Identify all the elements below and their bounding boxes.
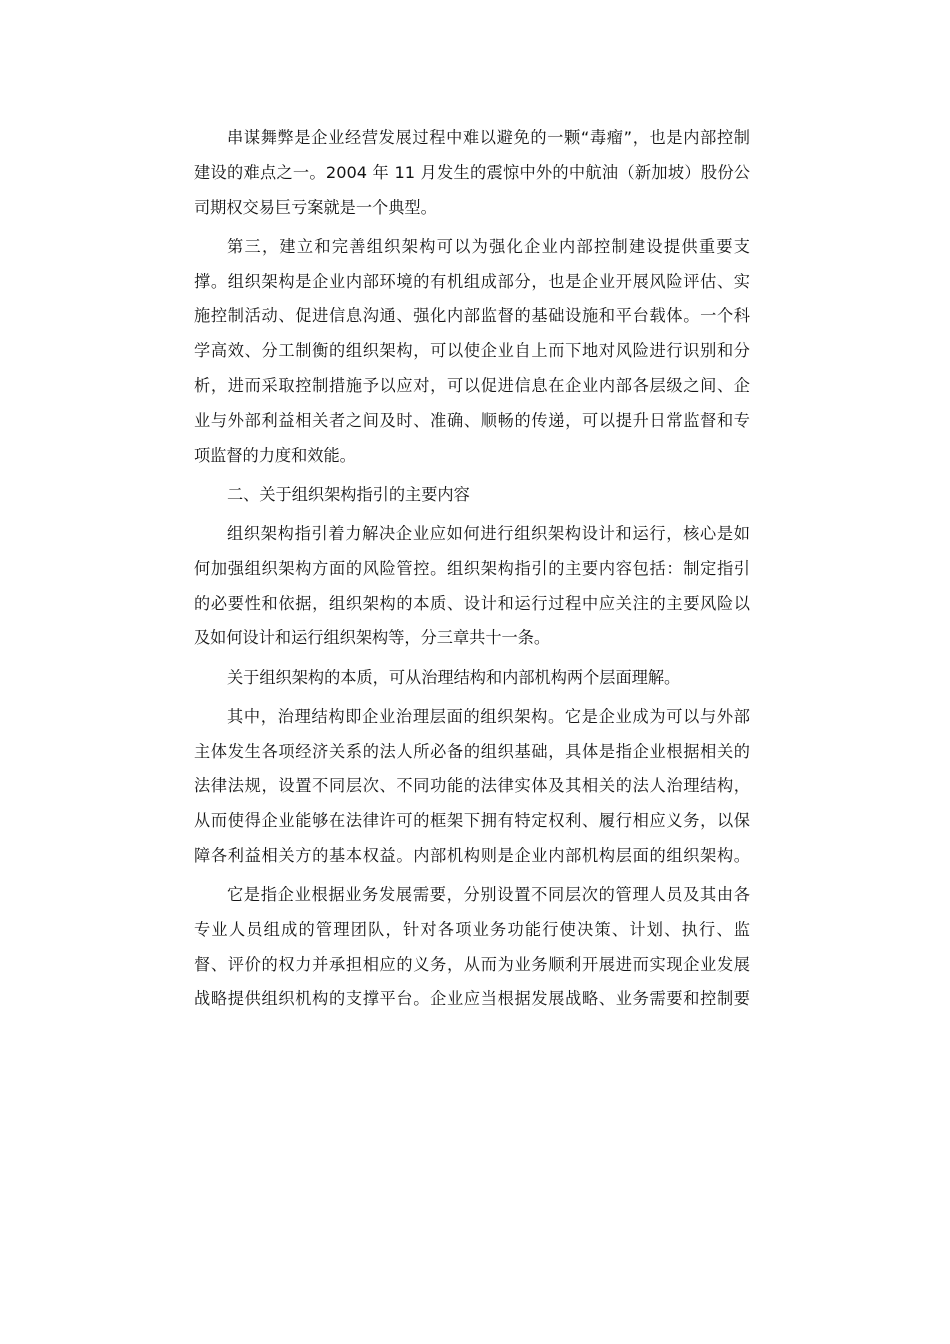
paragraph-internal-organization xyxy=(194,878,750,1017)
text-line: 项监督的力度和效能。 xyxy=(194,445,356,465)
section-heading xyxy=(194,478,750,513)
paragraph-governance-structure xyxy=(194,700,750,874)
text-line: 析，进而采取控制措施予以应对，可以促进信息在企业内部各层级之间、企 xyxy=(194,375,750,395)
text-line: 何加强组织架构方面的风险管控。组织架构指引的主要内容包括：制定指引 xyxy=(194,558,750,578)
text-line: 督、评价的权力并承担相应的义务，从而为业务顺利开展进而实现企业发展 xyxy=(194,954,750,974)
text-line: 第三，建立和完善组织架构可以为强化企业内部控制建设提供重要支 xyxy=(227,236,750,256)
paragraph-guideline-content xyxy=(194,517,750,656)
text-line: 专业人员组成的管理团队，针对各项业务功能行使决策、计划、执行、监 xyxy=(194,919,750,939)
section-heading-text: 二、关于组织架构指引的主要内容 xyxy=(227,484,470,504)
text-line: 学高效、分工制衡的组织架构，可以使企业自上而下地对风险进行识别和分 xyxy=(194,341,750,361)
text-line: 障各利益相关方的基本权益。内部机构则是企业内部机构层面的组织架构。 xyxy=(194,845,750,865)
text-line: 战略提供组织机构的支撑平台。企业应当根据发展战略、业务需要和控制要 xyxy=(194,989,750,1009)
text-line: 法律法规，设置不同层次、不同功能的法律实体及其相关的法人治理结构， xyxy=(194,776,750,796)
text-line: 业与外部利益相关者之间及时、准确、顺畅的传递，可以提升日常监督和专 xyxy=(194,410,750,430)
document-body xyxy=(194,121,750,1022)
text-line: 撑。组织架构是企业内部环境的有机组成部分，也是企业开展风险评估、实 xyxy=(194,271,750,291)
text-line: 建设的难点之一。2004 年 11 月发生的震惊中外的中航油（新加坡）股份公 xyxy=(194,162,750,182)
text-line: 组织架构指引着力解决企业应如何进行组织架构设计和运行，核心是如 xyxy=(227,523,750,543)
paragraph-collusion-fraud xyxy=(194,121,750,225)
text-line: 其中，治理结构即企业治理层面的组织架构。它是企业成为可以与外部 xyxy=(227,706,750,726)
text-line: 串谋舞弊是企业经营发展过程中难以避免的一颗“毒瘤”，也是内部控制 xyxy=(227,128,750,147)
paragraph-third-point xyxy=(194,230,750,474)
text-line: 司期权交易巨亏案就是一个典型。 xyxy=(194,197,437,217)
paragraph-nature-intro xyxy=(194,661,750,696)
text-line: 及如何设计和运行组织架构等，分三章共十一条。 xyxy=(194,628,551,648)
text-line: 主体发生各项经济关系的法人所必备的组织基础，具体是指企业根据相关的 xyxy=(194,741,750,761)
text-line: 的必要性和依据，组织架构的本质、设计和运行过程中应关注的主要风险以 xyxy=(194,593,750,613)
text-line: 它是指企业根据业务发展需要，分别设置不同层次的管理人员及其由各 xyxy=(227,885,750,905)
text-line: 从而使得企业能够在法律许可的框架下拥有特定权利、履行相应义务，以保 xyxy=(194,811,750,831)
text-line: 施控制活动、促进信息沟通、强化内部监督的基础设施和平台载体。一个科 xyxy=(194,306,750,326)
text-line: 关于组织架构的本质，可从治理结构和内部机构两个层面理解。 xyxy=(227,667,681,687)
